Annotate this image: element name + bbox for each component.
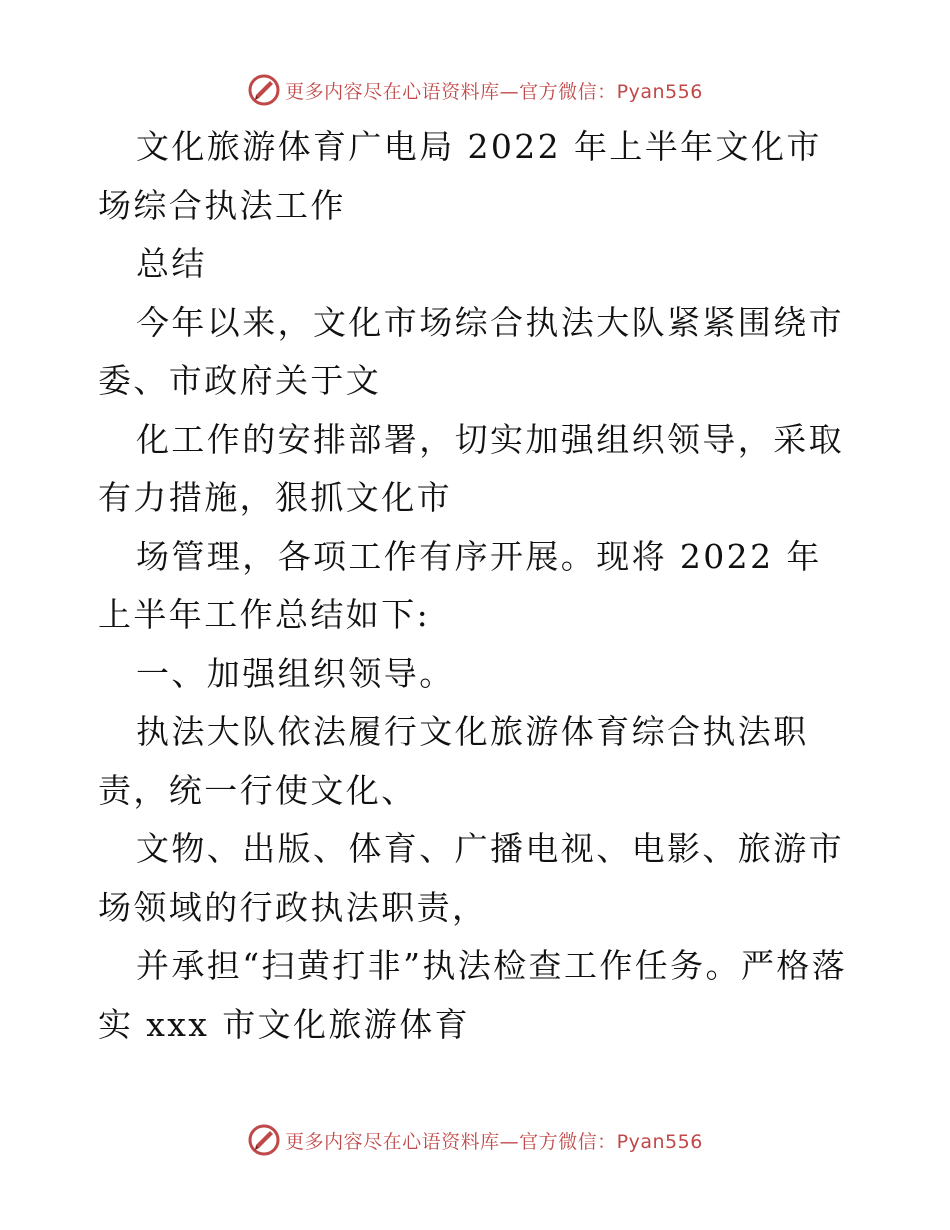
paragraph: 执法大队依法履行文化旅游体育综合执法职责，统一行使文化、 <box>98 712 809 810</box>
header-banner-text: 更多内容尽在心语资料库—官方微信：Pyan556 <box>285 80 703 103</box>
book-pen-icon <box>247 73 281 107</box>
book-pen-icon <box>247 1123 281 1157</box>
paragraph: 今年以来，文化市场综合执法大队紧紧围绕市委、市政府关于文 <box>98 302 844 400</box>
paragraph: 并承担“扫黄打非”执法检查工作任务。严格落实 xxx 市文化旅游体育 <box>98 946 848 1044</box>
footer-banner-text: 更多内容尽在心语资料库—官方微信：Pyan556 <box>285 1130 703 1153</box>
document-title: 文化旅游体育广电局 2022 年上半年文化市场综合执法工作 <box>98 127 822 225</box>
footer-banner <box>0 1120 950 1160</box>
paragraph: 化工作的安排部署，切实加强组织领导，采取有力措施，狠抓文化市 <box>98 419 844 517</box>
paragraph: 文物、出版、体育、广播电视、电影、旅游市场领域的行政执法职责， <box>98 829 844 927</box>
document-title-continued: 总结 <box>136 244 207 283</box>
section-heading: 一、加强组织领导。 <box>136 653 455 693</box>
header-banner <box>0 70 950 110</box>
document-body <box>98 118 850 1054</box>
paragraph: 场管理，各项工作有序开展。现将 2022 年上半年工作总结如下: <box>98 536 822 634</box>
